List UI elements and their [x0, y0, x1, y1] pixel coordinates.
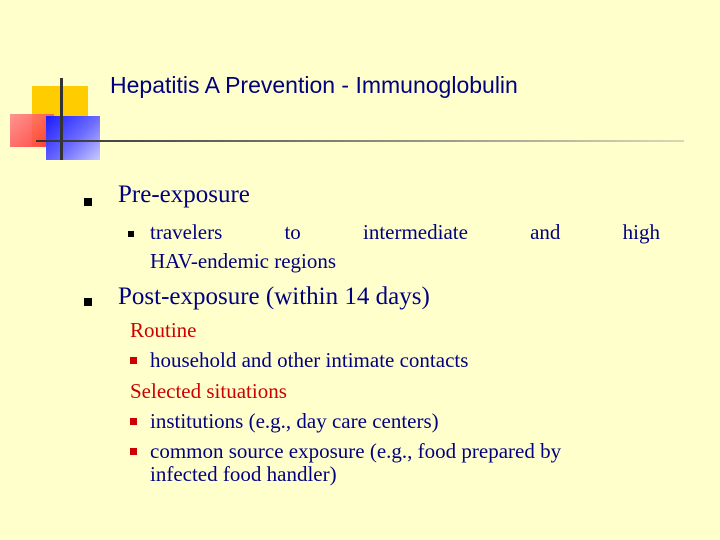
- slide-title: Hepatitis A Prevention - Immunoglobulin: [110, 72, 518, 98]
- sub-bullet-square: [128, 231, 134, 237]
- selected-item-common-source-cont: infected food handler): [150, 462, 337, 486]
- heading-pre-exposure: Pre-exposure: [118, 181, 250, 208]
- word: to: [284, 220, 301, 244]
- decor-vertical-line: [60, 78, 63, 160]
- sub-bullet-square: [130, 357, 137, 364]
- decor-blue-square: [46, 116, 100, 160]
- sub-bullet-square: [130, 448, 137, 455]
- selected-item-common-source: common source exposure (e.g., food prepared by: [150, 439, 562, 463]
- pre-exposure-item-line2: HAV-endemic regions: [150, 249, 337, 273]
- group-label-selected-situations: Selected situations: [130, 379, 287, 403]
- routine-item: household and other intimate contacts: [150, 348, 469, 372]
- word: high: [622, 220, 660, 244]
- pre-exposure-item-line1: [150, 220, 660, 245]
- bullet-square: [84, 298, 92, 306]
- word: intermediate: [362, 220, 468, 244]
- bullet-square: [84, 198, 92, 206]
- group-label-routine: Routine: [130, 318, 197, 342]
- selected-item-institutions: institutions (e.g., day care centers): [150, 409, 439, 433]
- word: and: [530, 220, 561, 244]
- sub-bullet-square: [130, 418, 137, 425]
- title-underline: [36, 140, 684, 142]
- heading-post-exposure: Post-exposure (within 14 days): [118, 283, 430, 310]
- word: travelers: [150, 220, 223, 244]
